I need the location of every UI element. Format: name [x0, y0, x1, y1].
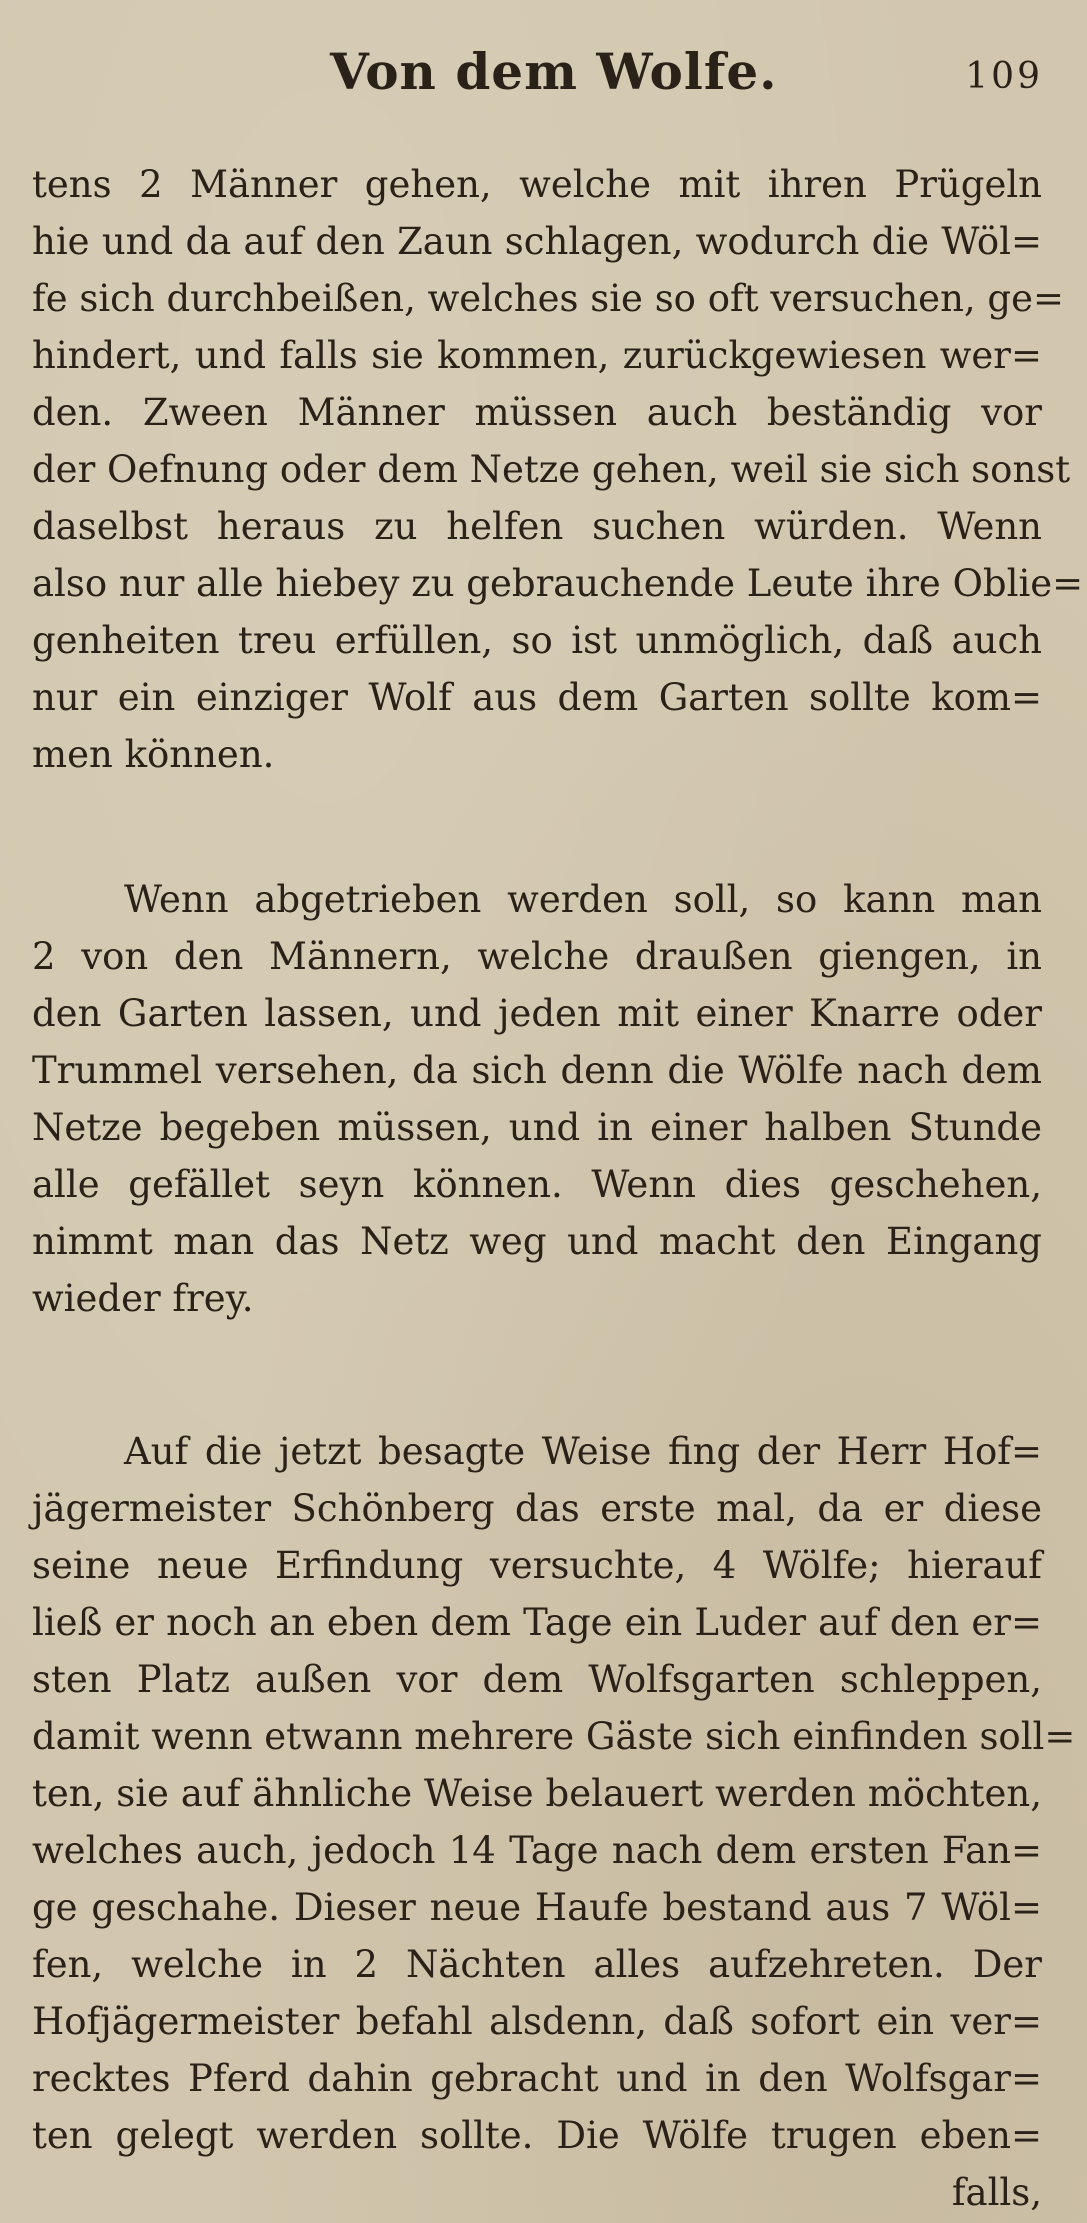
text-line: Auf die jetzt besagte Weise fing der Herr Hof= [124, 1430, 1042, 1473]
text-line: Netze begeben müssen, und in einer halben Stunde [32, 1106, 1042, 1149]
text-line: daselbst heraus zu helfen suchen würden. Wenn [32, 505, 1042, 548]
text-line: hie und da auf den Zaun schlagen, wodurch die Wöl= [32, 220, 1042, 263]
text-line: ließ er noch an eben dem Tage ein Luder auf den er= [32, 1601, 1042, 1644]
running-head: Von dem Wolfe. [330, 42, 778, 101]
text-line: Hofjägermeister befahl alsdenn, daß sofort ein ver= [32, 2000, 1042, 2043]
paragraph-1 [32, 156, 1084, 783]
text-line: nur ein einziger Wolf aus dem Garten sollte kom= [32, 676, 1042, 719]
text-line: seine neue Erfindung versuchte, 4 Wölfe; hierauf [32, 1544, 1042, 1587]
text-line: ten, sie auf ähnliche Weise belauert werden möchten, [32, 1772, 1042, 1815]
text-line: tens 2 Männer gehen, welche mit ihren Prügeln [32, 163, 1042, 206]
text-line: ge geschahe. Dieser neue Haufe bestand aus 7 Wöl= [32, 1886, 1042, 1929]
text-line: recktes Pferd dahin gebracht und in den Wolfsgar= [32, 2057, 1042, 2100]
text-line: der Oefnung oder dem Netze gehen, weil sie sich sonst [32, 448, 1071, 491]
paragraph-gap [32, 783, 1042, 871]
text-line: wieder frey. [32, 1277, 254, 1320]
text-line: hindert, und falls sie kommen, zurückgewiesen wer= [32, 334, 1042, 377]
text-line: Wenn abgetrieben werden soll, so kann man [124, 878, 1042, 921]
text-line: fen, welche in 2 Nächten alles aufzehreten. Der [32, 1943, 1042, 1986]
text-line: Trummel versehen, da sich denn die Wölfe nach dem [32, 1049, 1042, 1092]
paragraph-3 [32, 1423, 1076, 2221]
text-line: 2 von den Männern, welche draußen giengen, in [32, 935, 1042, 978]
text-line: genheiten treu erfüllen, so ist unmöglich, daß auch [32, 619, 1042, 662]
paragraph-gap [32, 1327, 1042, 1423]
text-line: den Garten lassen, und jeden mit einer Knarre oder [32, 992, 1042, 1035]
catchword: falls, [951, 2171, 1042, 2214]
text-line: also nur alle hiebey zu gebrauchende Leute ihre Oblie= [32, 562, 1084, 605]
text-line: men können. [32, 733, 275, 776]
text-line: alle gefället seyn können. Wenn dies geschehen, [32, 1163, 1042, 1206]
text-line: sten Platz außen vor dem Wolfsgarten schleppen, [32, 1658, 1042, 1701]
text-line: welches auch, jedoch 14 Tage nach dem ersten Fan= [32, 1829, 1042, 1872]
text-line: damit wenn etwann mehrere Gäste sich einfinden soll= [32, 1715, 1076, 1758]
text-line: den. Zween Männer müssen auch beständig vor [32, 391, 1042, 434]
page-number: 109 [965, 56, 1043, 97]
page-body [32, 156, 1084, 2221]
text-line: nimmt man das Netz weg und macht den Eingang [32, 1220, 1042, 1263]
text-line: fe sich durchbeißen, welches sie so oft versuchen, ge= [32, 277, 1065, 320]
text-line: jägermeister Schönberg das erste mal, da er diese [32, 1487, 1042, 1530]
text-line: ten gelegt werden sollte. Die Wölfe trugen eben= [32, 2114, 1042, 2157]
paragraph-2 [32, 871, 1042, 1327]
page-header [0, 42, 1087, 122]
